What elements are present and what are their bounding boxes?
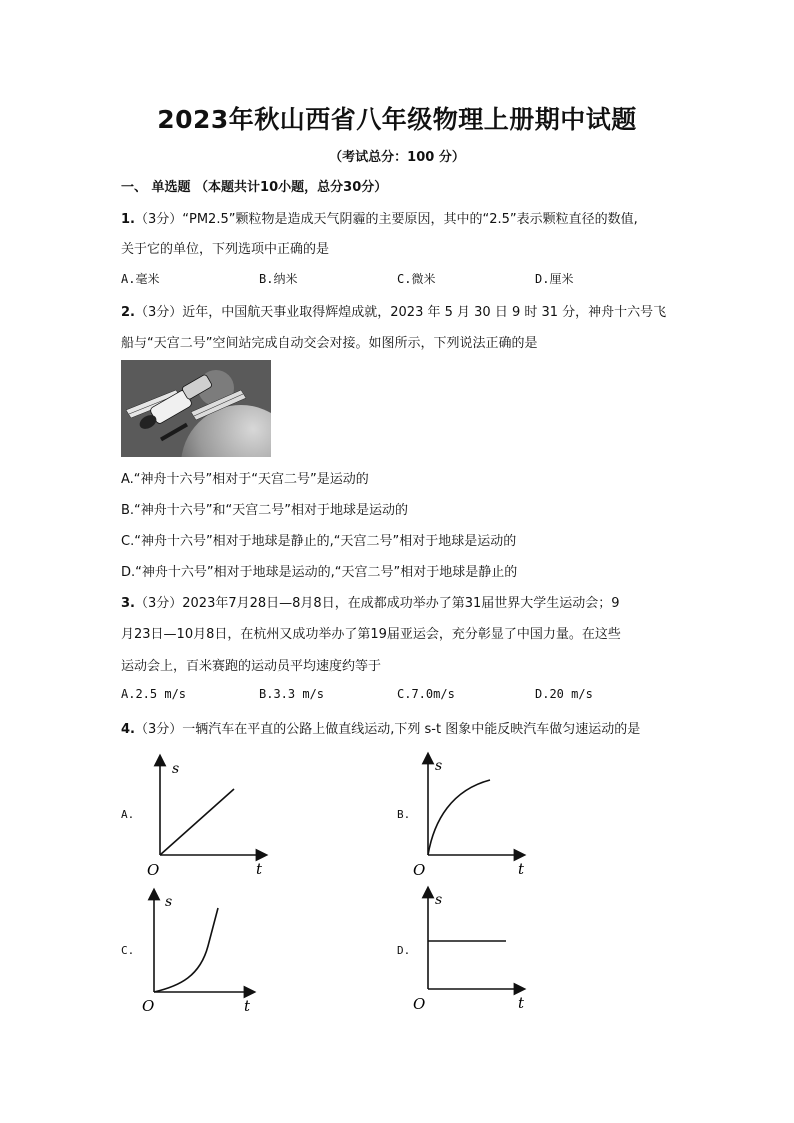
s-t-curve bbox=[428, 780, 490, 855]
question-4-line-1 bbox=[121, 718, 640, 737]
t-axis-label: t bbox=[256, 860, 263, 878]
s-axis-label: s bbox=[435, 758, 443, 774]
t-axis-label: t bbox=[244, 997, 251, 1014]
s-t-curve bbox=[154, 908, 218, 992]
question-1-line-1 bbox=[121, 208, 638, 227]
q1-option-d[interactable]: D.厘米 bbox=[535, 272, 574, 286]
question-2-line-2: 船与“天宫二号”空间站完成自动交会对接。如图所示，下列说法正确的是 bbox=[121, 336, 538, 351]
origin-label: O bbox=[413, 861, 426, 879]
q2-option-c[interactable]: C.“神舟十六号”相对于地球是静止的,“天宫二号”相对于地球是运动的 bbox=[121, 534, 517, 549]
spacecraft-docking-image bbox=[121, 360, 271, 457]
question-2-number: 2. bbox=[121, 305, 135, 320]
q4-graph-d[interactable] bbox=[408, 884, 538, 1014]
s-axis-label: s bbox=[435, 892, 443, 908]
question-3-text: （3分）2023年7月28日—8月8日，在成都成功举办了第31届世界大学生运动会；9 bbox=[134, 596, 620, 611]
q4-graph-c[interactable] bbox=[140, 886, 270, 1014]
q4-option-a-label[interactable]: A. bbox=[121, 808, 135, 821]
q1-option-b[interactable]: B.纳米 bbox=[259, 272, 298, 286]
section-heading: 一、 单选题 （本题共计10小题，总分30分） bbox=[121, 180, 388, 195]
s-axis-label: s bbox=[165, 894, 173, 910]
q1-option-a[interactable]: A.毫米 bbox=[121, 272, 160, 286]
question-4-number: 4. bbox=[121, 722, 135, 737]
q2-option-d[interactable]: D.“神舟十六号”相对于地球是运动的,“天宫二号”相对于地球是静止的 bbox=[121, 565, 518, 580]
page-title: 2023年秋山西省八年级物理上册期中试题 bbox=[157, 105, 637, 134]
t-axis-label: t bbox=[518, 994, 525, 1012]
t-axis-label: t bbox=[518, 860, 525, 878]
q2-option-b[interactable]: B.“神舟十六号”和“天宫二号”相对于地球是运动的 bbox=[121, 503, 408, 518]
question-3-number: 3. bbox=[121, 596, 135, 611]
q1-option-c[interactable]: C.微米 bbox=[397, 272, 436, 286]
question-3-line-1 bbox=[121, 592, 620, 611]
question-1-line-2: 关于它的单位，下列选项中正确的是 bbox=[121, 242, 330, 257]
origin-label: O bbox=[147, 861, 160, 879]
question-2-line-1 bbox=[121, 301, 666, 320]
q3-option-d[interactable]: D.20 m/s bbox=[535, 687, 593, 701]
question-1-text: （3分）“PM2.5”颗粒物是造成天气阴霾的主要原因，其中的“2.5”表示颗粒直径的数值, bbox=[134, 212, 638, 227]
q3-option-a[interactable]: A.2.5 m/s bbox=[121, 687, 187, 701]
q4-option-b-label[interactable]: B. bbox=[397, 808, 411, 821]
question-1-number: 1. bbox=[121, 212, 135, 227]
question-3-line-3: 运动会上，百米赛跑的运动员平均速度约等于 bbox=[121, 659, 382, 674]
exam-total-score: （考试总分：100 分） bbox=[329, 150, 465, 165]
q4-option-c-label[interactable]: C. bbox=[121, 944, 135, 957]
q2-option-a[interactable]: A.“神舟十六号”相对于“天宫二号”是运动的 bbox=[121, 472, 369, 487]
q4-option-d-label[interactable]: D. bbox=[397, 944, 411, 957]
question-3-line-2: 月23日—10月8日，在杭州又成功举办了第19届亚运会，充分彰显了中国力量。在这些 bbox=[121, 627, 621, 642]
question-2-text: （3分）近年，中国航天事业取得辉煌成就，2023 年 5 月 30 日 9 时 31 分，神舟十六号飞 bbox=[134, 305, 667, 320]
q3-option-c[interactable]: C.7.0m/s bbox=[397, 687, 455, 701]
origin-label: O bbox=[142, 997, 155, 1014]
q3-option-b[interactable]: B.3.3 m/s bbox=[259, 687, 325, 701]
origin-label: O bbox=[413, 995, 426, 1013]
q4-graph-b[interactable] bbox=[408, 750, 538, 880]
question-4-text: （3分）一辆汽车在平直的公路上做直线运动,下列 s-t 图象中能反映汽车做匀速运动的是 bbox=[134, 722, 641, 737]
s-t-curve bbox=[160, 789, 234, 855]
q4-graph-a[interactable] bbox=[140, 752, 280, 880]
s-axis-label: s bbox=[172, 761, 180, 777]
